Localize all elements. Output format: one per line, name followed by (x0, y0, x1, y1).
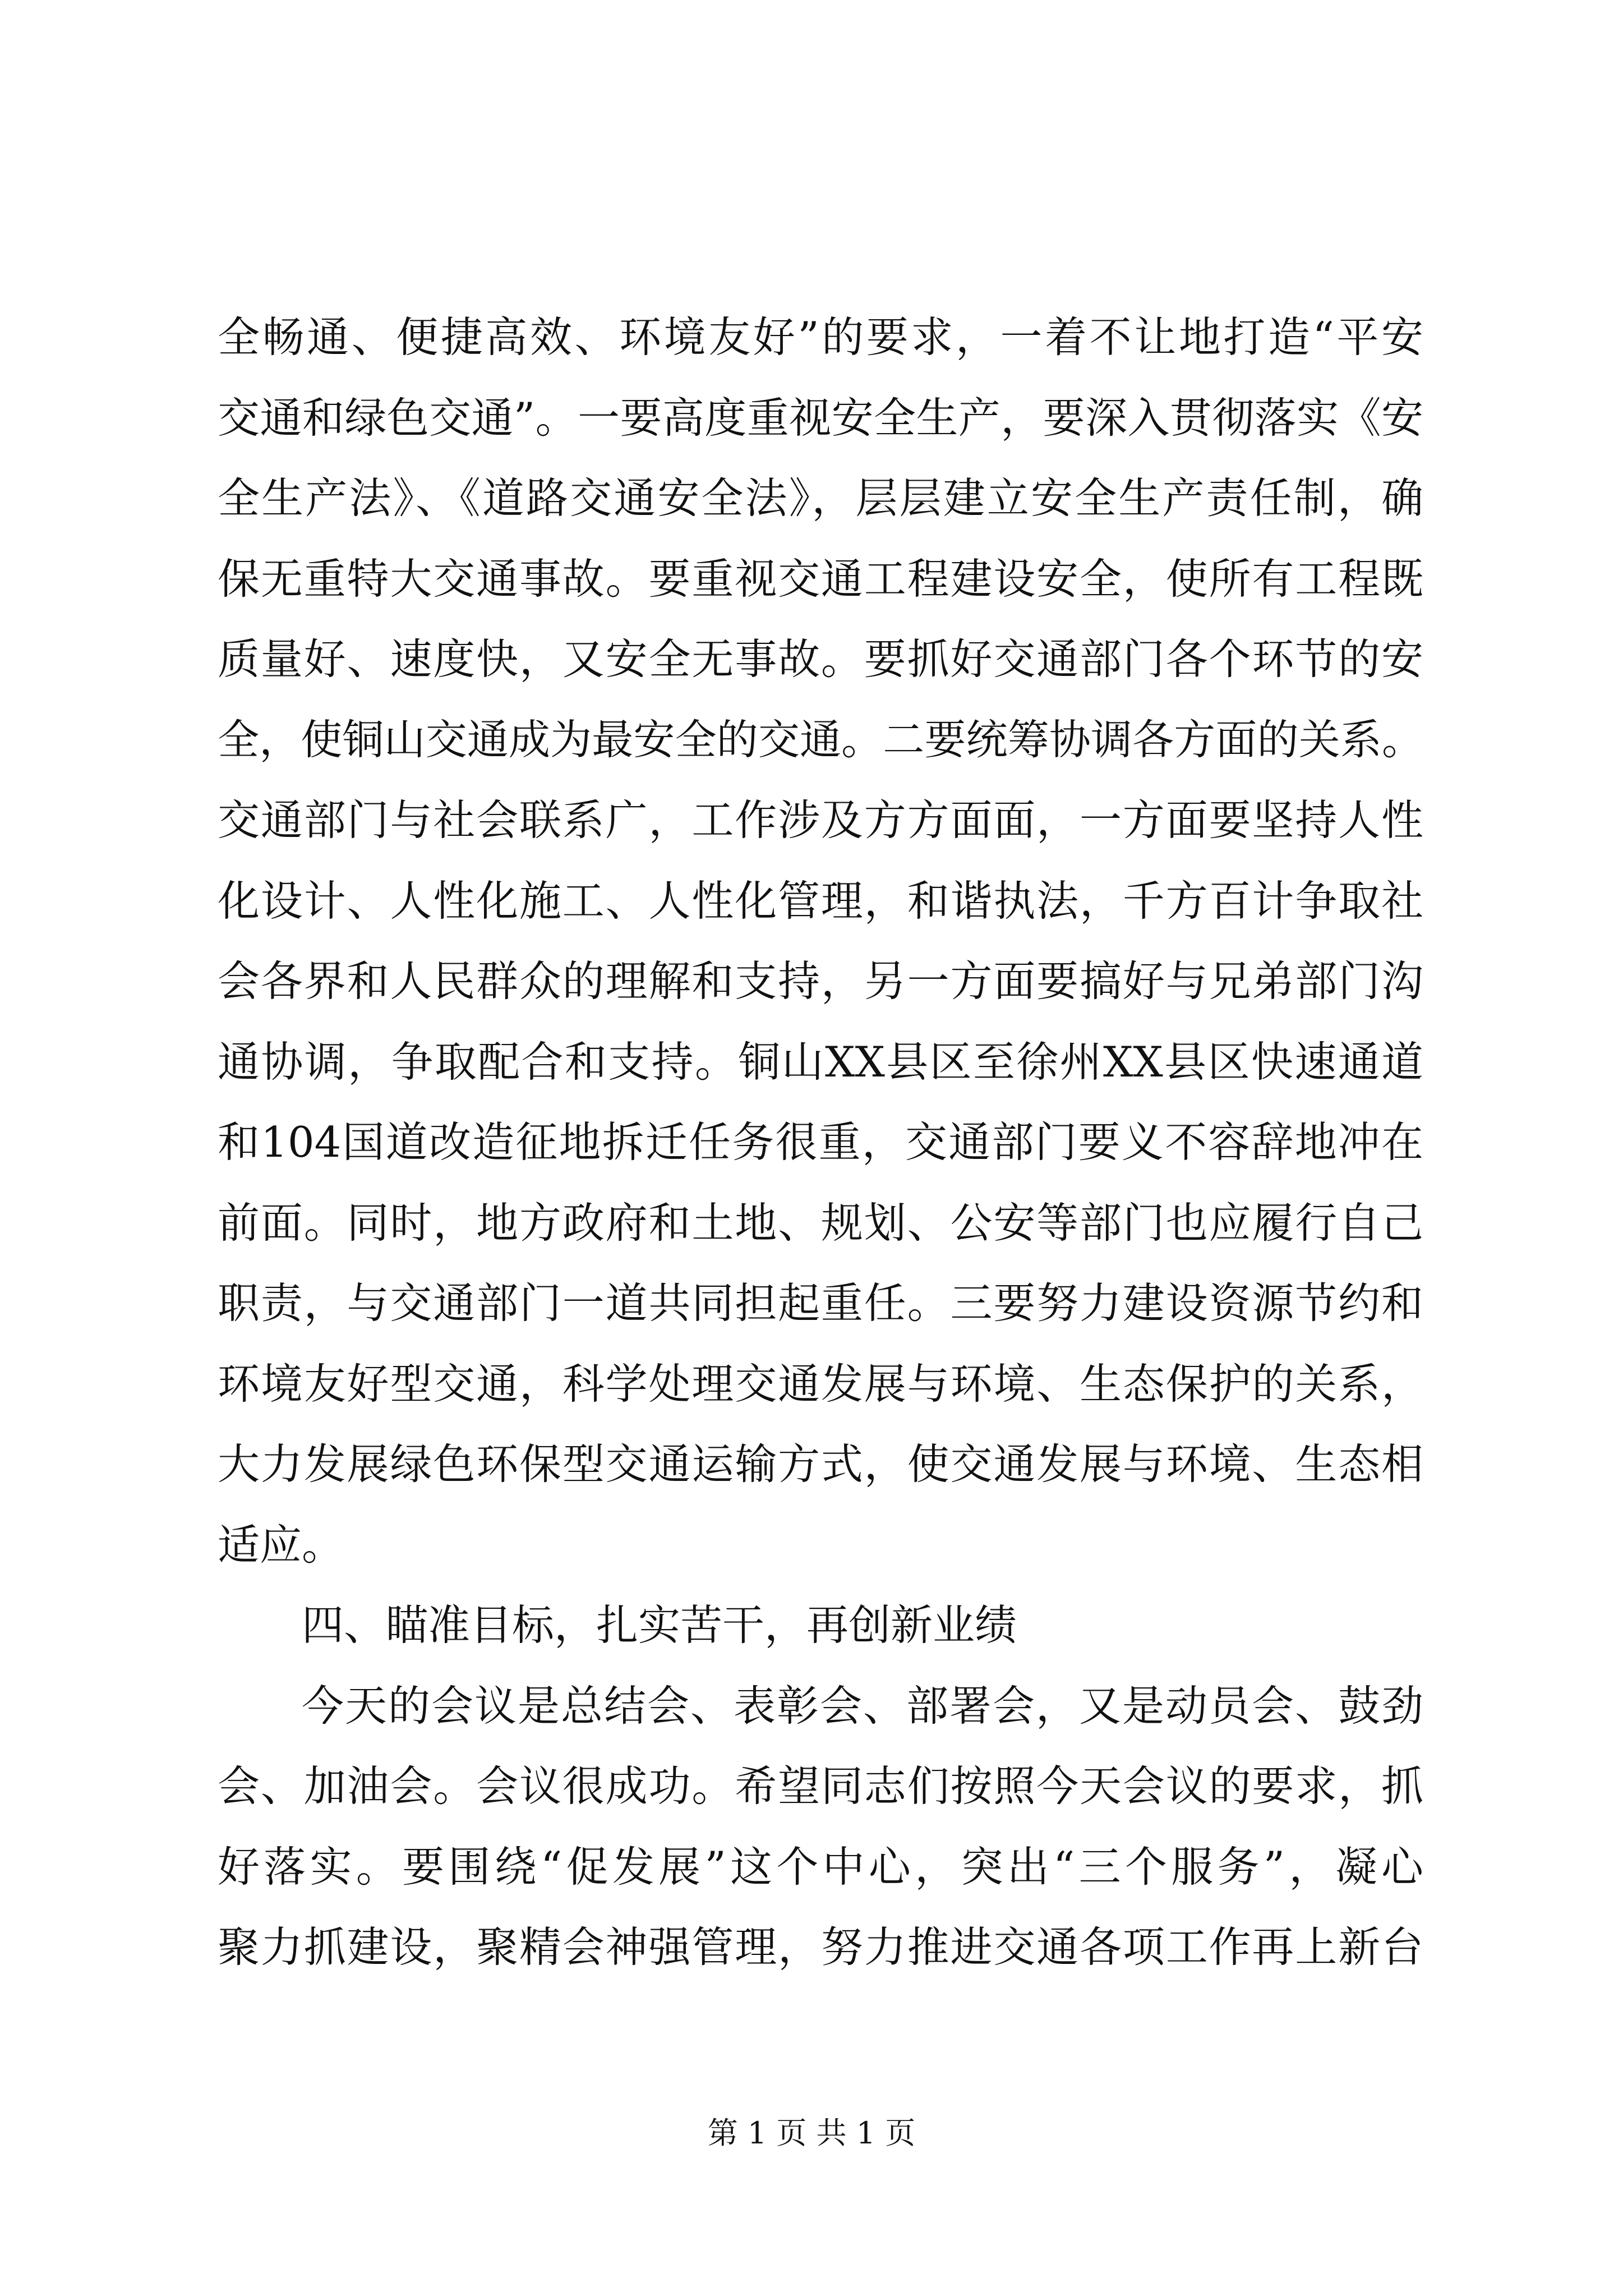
text-line: 全生产法》、《道路交通安全法》，层层建立安全生产责任制，确 (218, 473, 1423, 523)
text-line: 保无重特大交通事故。要重视交通工程建设安全，使所有工程既 (218, 554, 1423, 604)
text-line: 环境友好型交通，科学处理交通发展与环境、生态保护的关系， (218, 1359, 1423, 1409)
text-line: 交通部门与社会联系广，工作涉及方方面面，一方面要坚持人性 (218, 795, 1423, 845)
text-line: 大力发展绿色环保型交通运输方式，使交通发展与环境、生态相 (218, 1439, 1423, 1489)
text-line: 前面。同时，地方政府和土地、规划、公安等部门也应履行自己 (218, 1198, 1423, 1248)
text-line: 化设计、人性化施工、人性化管理，和谐执法，千方百计争取社 (218, 876, 1423, 926)
text-line: 全畅通、便捷高效、环境友好”的要求，一着不让地打造“平安 (218, 312, 1423, 362)
text-line: 通协调，争取配合和支持。铜山XX县区至徐州XX县区快速通道 (218, 1037, 1423, 1087)
page-footer: 第 1 页 共 1 页 (707, 2115, 916, 2151)
text-line: 职责，与交通部门一道共同担起重任。三要努力建设资源节约和 (218, 1278, 1423, 1328)
text-line: 和104国道改造征地拆迁任务很重，交通部门要义不容辞地冲在 (218, 1117, 1423, 1167)
text-line: 适应。 (218, 1520, 344, 1570)
text-line: 好落实。要围绕“促发展”这个中心，突出“三个服务”，凝心 (218, 1842, 1423, 1892)
text-line: 全，使铜山交通成为最安全的交通。二要统筹协调各方面的关系。 (218, 715, 1423, 764)
text-line: 聚力抓建设，聚精会神强管理，努力推进交通各项工作再上新台 (218, 1922, 1423, 1972)
text-line: 交通和绿色交通”。一要高度重视安全生产，要深入贯彻落实《安 (218, 393, 1423, 443)
text-line: 质量好、速度快，又安全无事故。要抓好交通部门各个环节的安 (218, 634, 1423, 684)
document-body (218, 297, 1423, 1988)
text-line: 今天的会议是总结会、表彰会、部署会，又是动员会、鼓劲 (302, 1681, 1423, 1731)
section-heading: 四、瞄准目标，扎实苦干，再创新业绩 (302, 1600, 1017, 1650)
text-line: 会、加油会。会议很成功。希望同志们按照今天会议的要求，抓 (218, 1761, 1423, 1811)
text-line: 会各界和人民群众的理解和支持，另一方面要搞好与兄弟部门沟 (218, 956, 1423, 1006)
